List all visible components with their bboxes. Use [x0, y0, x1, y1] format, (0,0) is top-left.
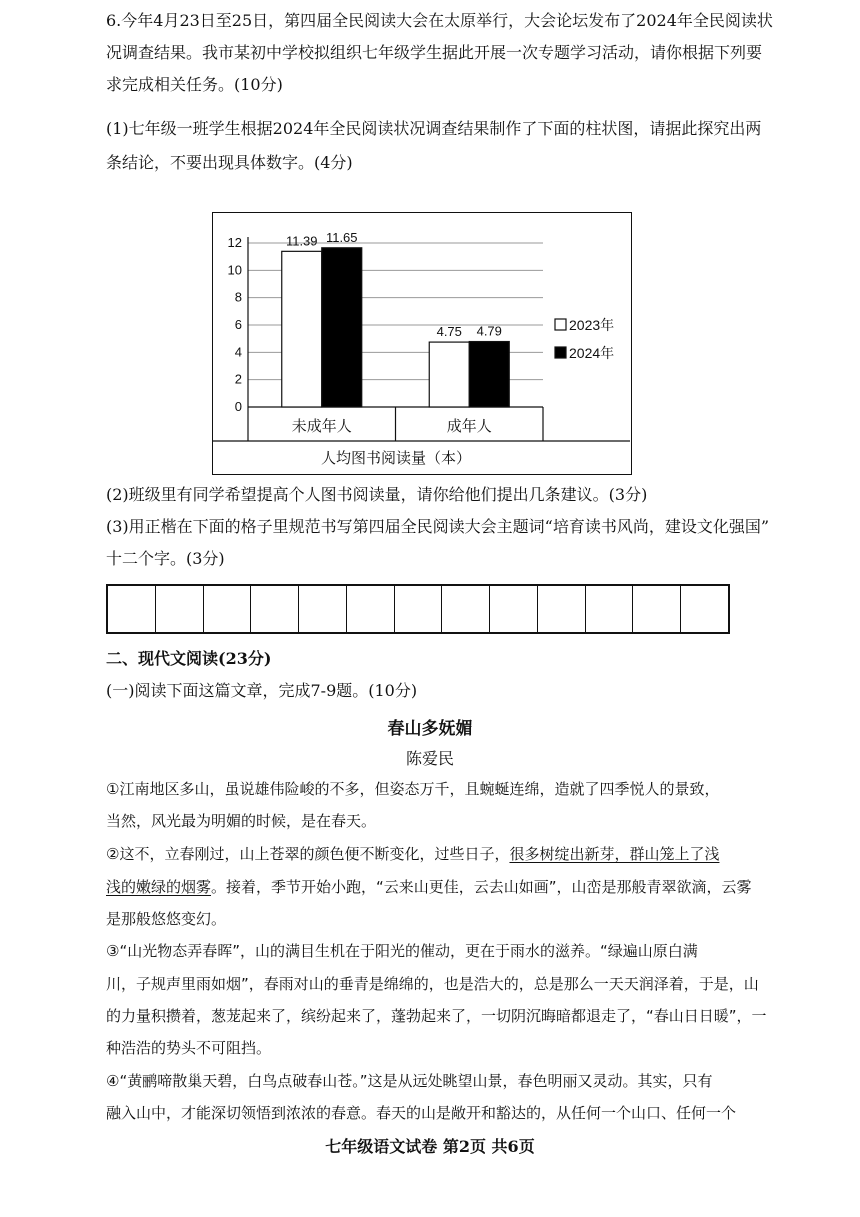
- grid-cell[interactable]: [251, 586, 299, 632]
- data-label: 4.79: [476, 323, 502, 339]
- grid-cell[interactable]: [442, 586, 490, 632]
- paragraph-4-line-1: ④“黄鹂啼散巢天碧，白鸟点破春山苍。”这是从远处眺望山景，春色明丽又灵动。其实，只有: [106, 1072, 713, 1090]
- writing-grid[interactable]: [106, 584, 730, 634]
- category-label: 未成年人: [291, 418, 352, 435]
- legend-label: 2024年: [569, 345, 615, 361]
- paragraph-4-line-2: 融入山中，才能深切领悟到浓浓的春意。春天的山是敞开和豁达的，从任何一个山口、任何一个: [106, 1104, 737, 1122]
- bar: [282, 251, 322, 407]
- paragraph-1-line-1: ①江南地区多山，虽说雄伟险峻的不多，但姿态万千，且蜿蜒连绵，造就了四季悦人的景致，: [106, 780, 720, 798]
- grid-cell[interactable]: [299, 586, 347, 632]
- bar: [322, 248, 362, 407]
- legend-swatch: [555, 319, 566, 330]
- q6-sub1-line-1: (1)七年级一班学生根据2024年全民阅读状况调查结果制作了下面的柱状图，请据此探究出两: [106, 119, 762, 138]
- page-footer: 七年级语文试卷 第2页 共6页: [325, 1137, 535, 1156]
- category-label: 成年人: [446, 418, 492, 435]
- y-tick-label: 10: [227, 262, 242, 278]
- grid-cell[interactable]: [204, 586, 252, 632]
- paragraph-1-line-2: 当然，风光最为明媚的时候，是在春天。: [106, 812, 377, 830]
- bar-chart: [212, 212, 632, 475]
- data-label: 11.65: [325, 229, 358, 245]
- section-part-1: (一)阅读下面这篇文章，完成7-9题。(10分): [106, 681, 418, 700]
- grid-cell[interactable]: [586, 586, 634, 632]
- paragraph-2-line-2: [106, 876, 766, 898]
- grid-cell[interactable]: [156, 586, 204, 632]
- paragraph-3-line-4: 种浩浩的势头不可阻挡。: [106, 1039, 272, 1057]
- q6-line-2: 况调查结果。我市某初中学校拟组织七年级学生据此开展一次专题学习活动，请你根据下列要: [106, 43, 763, 62]
- underlined-sentence: 很多树绽出新芽，群山笼上了浅: [509, 845, 720, 863]
- legend-swatch: [555, 347, 566, 358]
- q6-line-3: 求完成相关任务。(10分): [106, 75, 283, 94]
- article-author: 陈爱民: [405, 749, 454, 768]
- grid-cell[interactable]: [108, 586, 156, 632]
- grid-cell[interactable]: [633, 586, 681, 632]
- grid-cell[interactable]: [395, 586, 443, 632]
- paragraph-3-line-3: 的力量积攒着，葱茏起来了，缤纷起来了，蓬勃起来了，一切阴沉晦暗都退走了，“春山日日暖”，一: [106, 1007, 767, 1025]
- q6-line-1: 6.今年4月23日至25日，第四届全民阅读大会在太原举行，大会论坛发布了2024年全民阅读状: [106, 11, 773, 30]
- paragraph-2-text-cont: 。接着，季节开始小跑，“云来山更佳，云去山如画”，山峦是那般青翠欲滴，云雾: [211, 878, 752, 896]
- q6-sub2: (2)班级里有同学希望提高个人图书阅读量，请你给他们提出几条建议。(3分): [106, 485, 648, 504]
- y-tick-label: 2: [234, 371, 242, 387]
- data-label: 11.39: [285, 233, 318, 249]
- data-label: 4.75: [436, 324, 462, 340]
- bar: [469, 342, 509, 407]
- y-tick-label: 4: [234, 344, 242, 360]
- q6-sub3-line-2: 十二个字。(3分): [106, 549, 225, 568]
- x-axis-label: 人均图书阅读量（本）: [320, 450, 472, 467]
- bar: [429, 342, 469, 407]
- grid-cell[interactable]: [490, 586, 538, 632]
- y-tick-label: 12: [227, 235, 242, 250]
- y-tick-label: 8: [234, 289, 242, 305]
- paragraph-3-line-2: 川，子规声里雨如烟”，春雨对山的垂青是绵绵的，也是浩大的，总是那么一天天润泽着，于是，山: [106, 975, 759, 993]
- paragraph-3-line-1: ③“山光物态弄春晖”，山的满目生机在于阳光的催动，更在于雨水的滋养。“绿遍山原白满: [106, 942, 698, 960]
- y-tick-label: 0: [234, 399, 242, 414]
- grid-cell[interactable]: [347, 586, 395, 632]
- q6-sub1-line-2: 条结论，不要出现具体数字。(4分): [106, 153, 353, 172]
- paragraph-2-line-3: 是那般悠悠变幻。: [106, 910, 227, 928]
- q6-sub3-line-1: (3)用正楷在下面的格子里规范书写第四届全民阅读大会主题词“培育读书风尚，建设文化强国”: [106, 517, 770, 536]
- underlined-sentence-end: 浅的嫩绿的烟雾: [106, 878, 212, 896]
- grid-cell[interactable]: [538, 586, 586, 632]
- paragraph-2-text: ②这不，立春刚过，山上苍翠的颜色便不断变化，过些日子，: [106, 845, 510, 863]
- grid-cell[interactable]: [681, 586, 728, 632]
- legend-label: 2023年: [569, 317, 615, 333]
- y-tick-label: 6: [234, 317, 242, 332]
- bar-chart-svg: [213, 213, 630, 473]
- article-title: 春山多妩媚: [387, 719, 473, 739]
- paragraph-2-line-1: [106, 843, 766, 865]
- section-heading: 二、现代文阅读(23分): [106, 649, 272, 668]
